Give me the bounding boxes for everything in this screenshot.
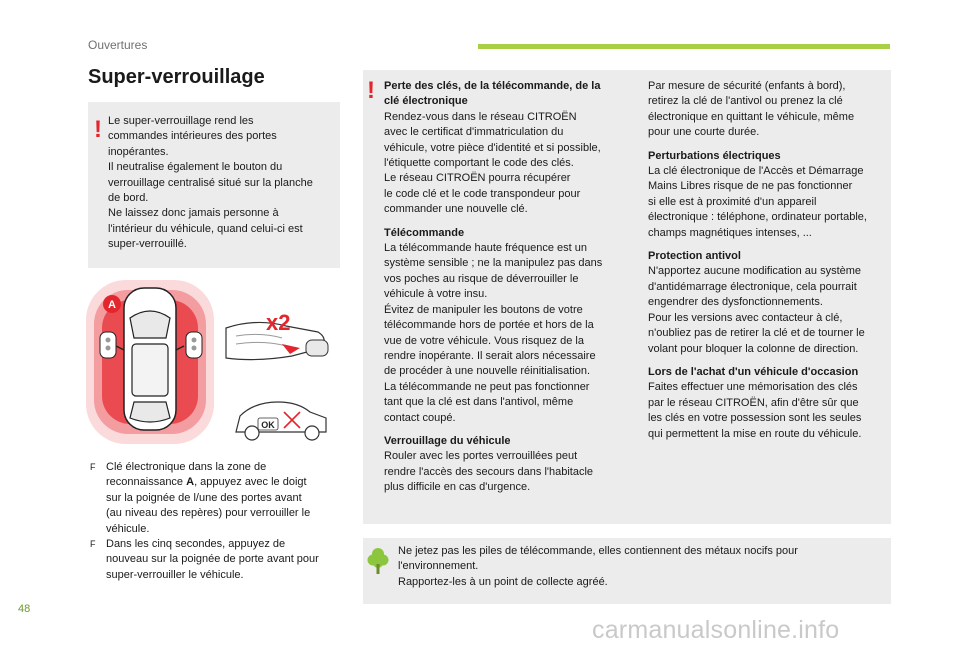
- text-line: le code clé et le code transpondeur pour: [384, 187, 581, 200]
- text-line: l'intérieur du véhicule, quand celui-ci est: [108, 222, 303, 235]
- zone-reference: A: [186, 476, 195, 489]
- text-line: l'environnement.: [398, 560, 479, 573]
- text-line: verrouillage centralisé situé sur la planche: [108, 176, 313, 189]
- text-line: Dans les cinq secondes, appuyez de: [106, 538, 286, 551]
- bullet-marker: F: [90, 539, 96, 550]
- text-line: si elle est à proximité d'un appareil: [648, 195, 817, 208]
- text-line: N'apportez aucune modification au système: [648, 265, 862, 278]
- bullet-marker: F: [90, 462, 96, 472]
- text-line: (au niveau des repères) pour verrouiller le: [106, 507, 311, 520]
- text-line: vue de votre véhicule. Vous risquez de la: [384, 334, 584, 347]
- warning-icon: !: [94, 116, 102, 143]
- text-line: super-verrouiller le véhicule.: [106, 568, 244, 581]
- text-line: retirez la clé de l'antivol ou prenez la clé: [648, 95, 843, 108]
- list-item: [90, 537, 340, 583]
- heading-used-vehicle: Lors de l'achat d'un véhicule d'occasion: [648, 365, 859, 378]
- text-line: La télécommande haute fréquence est un: [384, 242, 588, 255]
- heading-anti-theft: Protection antivol: [648, 250, 741, 263]
- text-line: véhicule à votre insu.: [384, 288, 488, 301]
- section-label: Ouvertures: [88, 38, 148, 52]
- text-line: Ne jetez pas les piles de télécommande, elles contiennent des métaux nocifs pour: [398, 545, 798, 557]
- text-line: de bord.: [108, 192, 149, 205]
- text-line: Clé électronique dans la zone de: [106, 461, 267, 473]
- text-line: reconnaissance: [106, 476, 187, 489]
- text-line: Ne laissez donc jamais personne à: [108, 207, 279, 220]
- keyless-locking-illustration: [86, 278, 340, 448]
- text-line: La télécommande ne peut pas fonctionner: [384, 380, 590, 393]
- text-line: volant pour bloquer la colonne de direction.: [648, 342, 859, 355]
- warning-column-2: [648, 79, 886, 442]
- section-accent-bar: [478, 44, 890, 49]
- text-line: Il neutralise également le bouton du: [108, 161, 283, 174]
- text-line: Rendez-vous dans le réseau CITROËN: [384, 110, 577, 123]
- eco-note-text: [398, 544, 868, 590]
- text-line: Par mesure de sécurité (enfants à bord),: [648, 80, 846, 92]
- text-line: Mains Libres risque de ne pas fonctionner: [648, 180, 853, 193]
- text-line: qui permettent la mise en route du véhicule.: [648, 427, 862, 440]
- instruction-list: [90, 460, 340, 583]
- hand-on-door-handle: [226, 310, 328, 360]
- heading-lost-keys: Perte des clés, de la télécommande, de la: [384, 80, 601, 92]
- text-line: pour une courte durée.: [648, 126, 760, 139]
- text-line: super-verrouillé.: [108, 238, 187, 251]
- text-line: engendrer des dysfonctionnements.: [648, 296, 823, 309]
- text-line: Évitez de manipuler les boutons de votre: [384, 303, 583, 316]
- text-line: Rapportez-les à un point de collecte agréé.: [398, 575, 608, 588]
- text-line: véhicule, votre pièce d'identité et si possible,: [384, 141, 601, 154]
- text-line: électronique en quittant le véhicule, même: [648, 110, 855, 123]
- text-line: Le réseau CITROËN pourra récupérer: [384, 172, 571, 185]
- eco-tree-icon: [367, 546, 389, 576]
- text-line: vos poches au risque de déverrouiller le: [384, 272, 579, 285]
- text-line: La clé électronique de l'Accès et Démarrage: [648, 165, 864, 178]
- ok-label: OK: [261, 420, 275, 430]
- key-fob-icon: [100, 332, 116, 358]
- warning-text: [108, 114, 336, 253]
- text-line: de procéder à une nouvelle réinitialisation.: [384, 365, 591, 378]
- heading-vehicle-locking: Verrouillage du véhicule: [384, 434, 511, 447]
- zone-a-label: A: [108, 299, 116, 311]
- warning-icon: !: [367, 77, 375, 104]
- text-line: plus difficile en cas d'urgence.: [384, 481, 531, 494]
- text-line: avec le certificat d'immatriculation du: [384, 126, 564, 139]
- warning-column-1: [384, 79, 629, 496]
- text-line: commander une nouvelle clé.: [384, 203, 528, 216]
- text-line: rendre l'accès des secours dans l'habitacle: [384, 465, 594, 478]
- car-top-view: [116, 288, 184, 430]
- text-line: les clés en votre possession sont les seules: [648, 412, 862, 425]
- text-line: Faites effectuer une mémorisation des clés: [648, 381, 858, 394]
- text-line: télécommande hors de portée et hors de la: [384, 319, 594, 332]
- text-line: véhicule.: [106, 522, 150, 535]
- text-line: sur la poignée de l/une des portes avant: [106, 491, 302, 504]
- list-item: [90, 460, 340, 537]
- text-line: système sensible ; ne la manipulez pas dans: [384, 257, 603, 270]
- text-line: Rouler avec les portes verrouillées peut: [384, 450, 578, 463]
- page-title: Super-verrouillage: [88, 66, 265, 88]
- zone-a-marker: [103, 295, 121, 313]
- text-line: d'antidémarrage électronique, cela pourrait: [648, 280, 857, 293]
- text-line: tant que la clé est dans l'antivol, même: [384, 396, 574, 409]
- key-fob-icon: [186, 332, 202, 358]
- text-line: Le super-verrouillage rend les: [108, 115, 254, 127]
- text-line: commandes intérieures des portes: [108, 130, 277, 143]
- watermark: carmanualsonline.info: [592, 616, 840, 644]
- text-line: par le réseau CITROËN, afin d'être sûr que: [648, 396, 859, 409]
- text-line: contact coupé.: [384, 411, 456, 424]
- heading-electrical-disturbance: Perturbations électriques: [648, 149, 781, 162]
- text-line: champs magnétiques intenses, ...: [648, 226, 812, 239]
- text-line: , appuyez avec le doigt: [194, 476, 307, 489]
- text-line: n'oubliez pas de retirer la clé et de tourner le: [648, 327, 865, 340]
- heading-remote: Télécommande: [384, 226, 465, 239]
- heading-lost-keys: clé électronique: [384, 95, 468, 108]
- car-side-view: [236, 402, 326, 440]
- text-line: nouveau sur la poignée de porte avant pour: [106, 553, 319, 566]
- text-line: rendre inopérante. Il serait alors nécessaire: [384, 349, 596, 362]
- text-line: l'étiquette comportant le code des clés.: [384, 157, 574, 170]
- page-number: 48: [18, 603, 31, 615]
- text-line: électronique : téléphone, ordinateur portable,: [648, 211, 867, 224]
- text-line: Pour les versions avec contacteur à clé,: [648, 311, 843, 324]
- text-line: inopérantes.: [108, 145, 169, 158]
- double-press-label: x2: [266, 310, 291, 335]
